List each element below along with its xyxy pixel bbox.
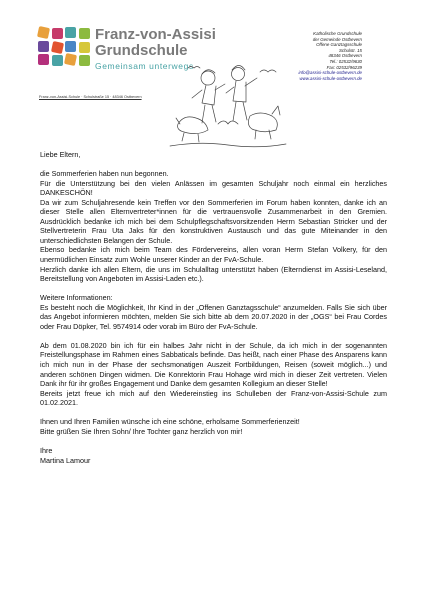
logo-square [52,28,63,39]
letter-body [40,150,387,465]
paragraph: Es besteht noch die Möglichkeit, Ihr Kind in der „Offenen Ganztagsschule“ anzumelden. Falls Sie sich über das Angebot informieren möchten, melden Sie sich bitte ab dem 20.07.2020 in der „OGS“ bei Frau Cordes oder Frau Döpker, Tel. 9574914 oder vorab im Büro der FvA-Schule. [40,302,387,331]
paragraph: die Sommerferien haben nun begonnen. [40,169,169,179]
address-line: Katholische Grundschule [313,31,362,36]
logo-square [50,40,63,53]
paragraph: Herzlich danke ich allen Eltern, die uns im Schulalltag unterstützt haben (Elterndienst im Assisi-Leseland, Bereitstellung von Angeboten im Assisi-Laden etc.). [40,264,387,284]
signature: Martina Lamour [40,455,91,465]
sender-line: Franz-von-Assisi-Schule · Schulstraße 15 · 48346 Ostbevern [39,95,142,99]
logo-square [52,55,63,66]
school-address [202,31,362,81]
salutation: Liebe Eltern, [40,150,81,159]
paragraph: Bereits jetzt freue ich mich auf den Wiedereinstieg ins Schulleben der Franz-von-Assisi-Schule zum 01.02.2021. [40,388,387,408]
paragraph: Da wir zum Schuljahresende kein Treffen vor den Sommerferien im Forum haben konnten, danke ich an dieser Stelle allen Elternvertreter*innen für die vertrauensvolle Zusammenarbeit in den Gremien. Ausdrücklich bedanke ich mich bei dem Schulpflegschaftsvorsitzenden Herrn Sebastian Stricker und der Stellvertreterin Frau Uta Jaks für den konstruktiven Austausch und das gute Miteinander in den unterschiedlichsten Belangen der Schule. [40,197,387,245]
logo-square [38,41,49,52]
logo-title: Franz-von-Assisi [95,26,216,43]
address-line: der Gemeinde Ostbevern [312,36,362,42]
closing: Ihre [40,445,53,455]
paragraph: Für die Unterstützung bei den vielen Anlässen im gesamten Schuljahr noch einmal ein herzliches DANKESCHÖN! [40,178,387,198]
paragraph: Bitte grüßen Sie Ihren Sohn/ Ihre Tochter ganz herzlich von mir! [40,426,243,436]
logo-tagline: Gemeinsam unterwegs [95,61,194,71]
section-heading: Weitere Informationen: [40,293,113,303]
address-line: Tel.: 02532/9630 [329,58,362,64]
paragraph: Ab dem 01.08.2020 bin ich für ein halbes Jahr nicht in der Schule, da ich mich in der sogenannten Freistellungsphase im Rahmen eines Sabbaticals befinde. Das heißt, nach einer Phase des Ansparens kann ich mich nun in der Phase der sechsmonatigen Auszeit Fortbildungen, Reisen (soweit möglich...) und anderen schönen Dingen widmen. Die Konrektorin Frau Hohage wird mich in dieser Zeit vertreten. Vielen Dank ihr für ihr großes Engagement und Danke dem gesamten Kollegium an dieser Stelle! [40,340,387,389]
address-line: 48346 Ostbevern [328,53,362,59]
logo-subtitle: Grundschule [95,42,188,59]
logo-square [64,53,77,66]
email-link[interactable]: info@assisi-schule-ostbevern.de [298,70,362,76]
logo-square [79,55,90,66]
paragraph: Ebenso bedanke ich mich beim Team des Fördervereins, allen voran Herrn Stefan Volkery, für den unermüdlichen Einsatz zum Wohle unserer Kinder an der FvA-Schule. [40,245,387,265]
address-line: Schulstr. 15 [338,47,362,53]
logo-square [79,28,90,39]
address-line: Fax: 02532/96239 [326,64,362,70]
logo-square [65,27,76,38]
logo-square [79,42,90,53]
logo-square [37,26,50,39]
logo-square [65,41,76,52]
address-line: Offene Ganztagsschule [316,42,362,48]
logo-squares-icon [38,27,90,71]
logo-square [38,54,49,65]
website-link[interactable]: www.assisi-schule-ostbevern.de [299,75,362,81]
paragraph: Ihnen und Ihren Familien wünsche ich eine schöne, erholsame Sommerferienzeit! [40,417,300,427]
